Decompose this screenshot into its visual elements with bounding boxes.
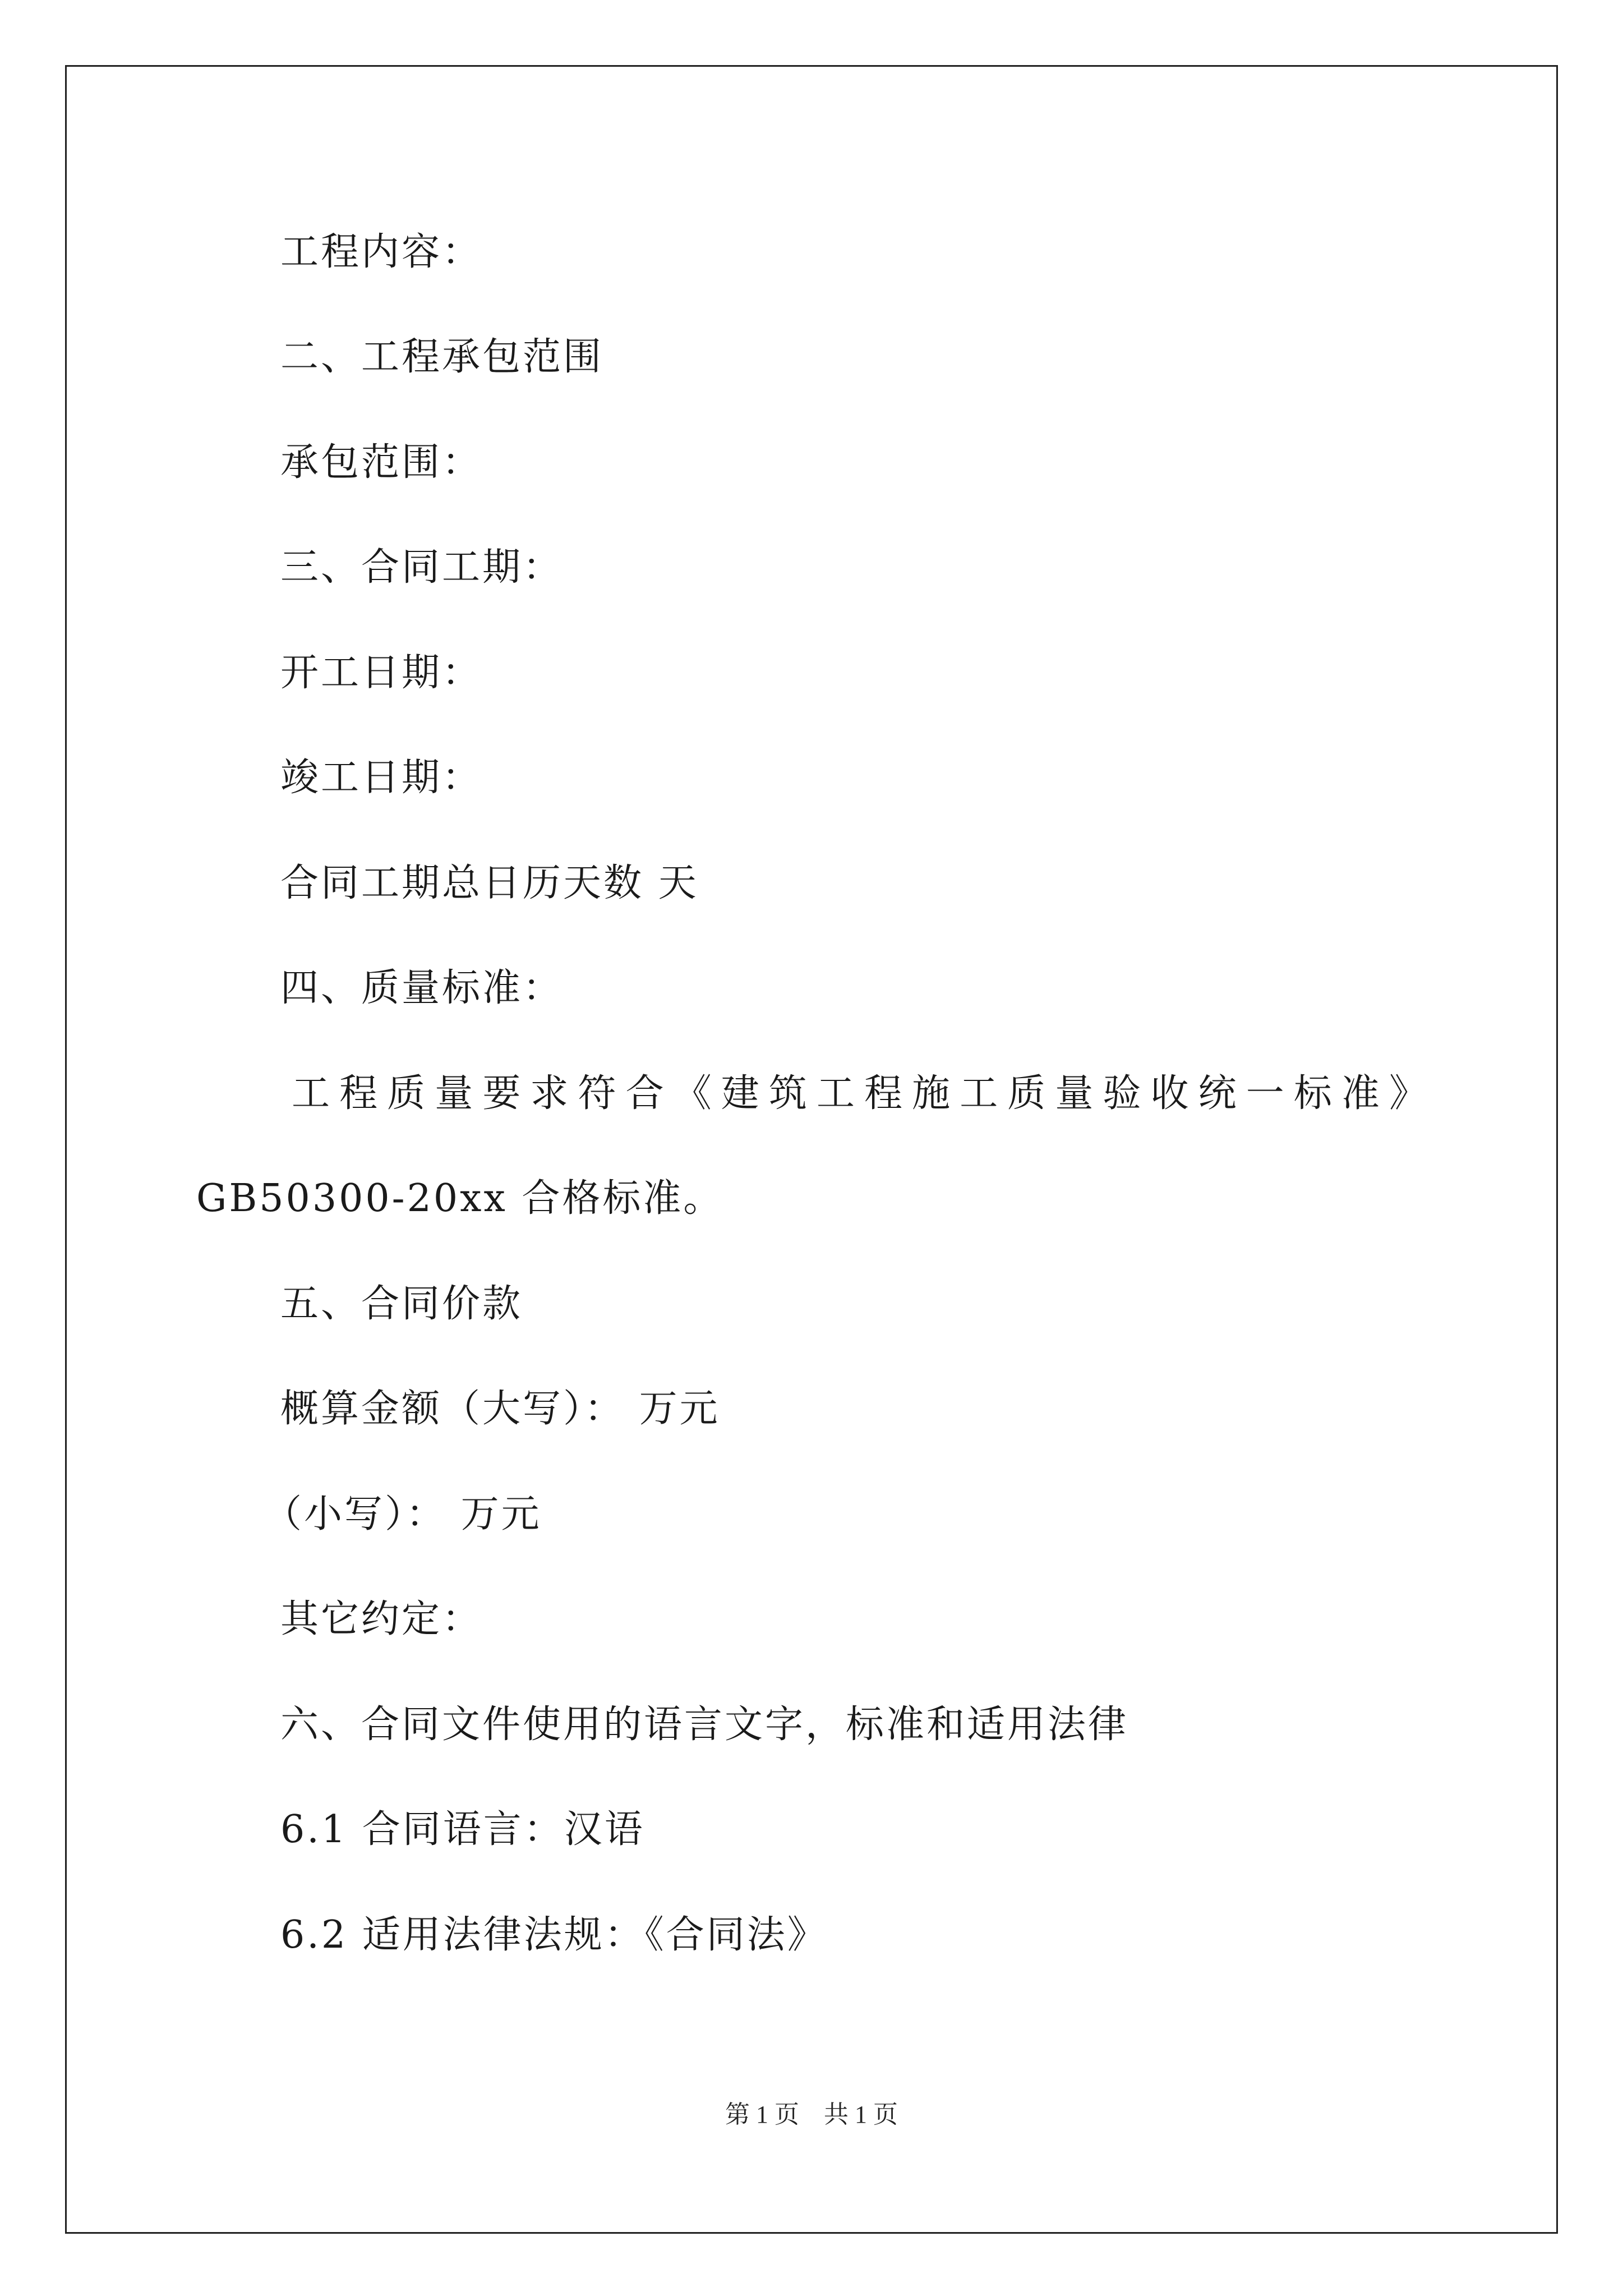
page-number: 第 1 页 共 1 页: [725, 2101, 898, 2128]
start-date-label: 开工日期：: [280, 651, 483, 695]
page-border: [65, 65, 1558, 2234]
section-2-heading: 二、工程承包范围: [280, 335, 604, 379]
work-content-label: 工程内容：: [280, 230, 483, 274]
total-days-label: 合同工期总日历天数 天: [280, 861, 699, 905]
estimate-amount-lowercase: （小写）： 万元: [264, 1492, 542, 1536]
section-6-heading: 六、合同文件使用的语言文字，标准和适用法律: [280, 1703, 1129, 1747]
quality-standard-code: GB50300-20xx 合格标准。: [196, 1176, 724, 1221]
section-4-heading: 四、质量标准：: [280, 966, 564, 1010]
quality-standard-text: 工程质量要求符合《建筑工程施工质量验收统一标准》: [292, 1071, 1427, 1116]
contract-scope-label: 承包范围：: [280, 440, 483, 485]
section-5-heading: 五、合同价款: [280, 1282, 523, 1326]
estimate-amount-uppercase: 概算金额（大写）： 万元: [280, 1387, 720, 1431]
completion-date-label: 竣工日期：: [280, 756, 483, 800]
section-3-heading: 三、合同工期：: [280, 545, 564, 590]
clause-6-1: 6.1 合同语言：汉语: [280, 1807, 645, 1852]
other-agreements-label: 其它约定：: [280, 1597, 483, 1641]
clause-6-2: 6.2 适用法律法规：《合同法》: [280, 1913, 828, 1957]
